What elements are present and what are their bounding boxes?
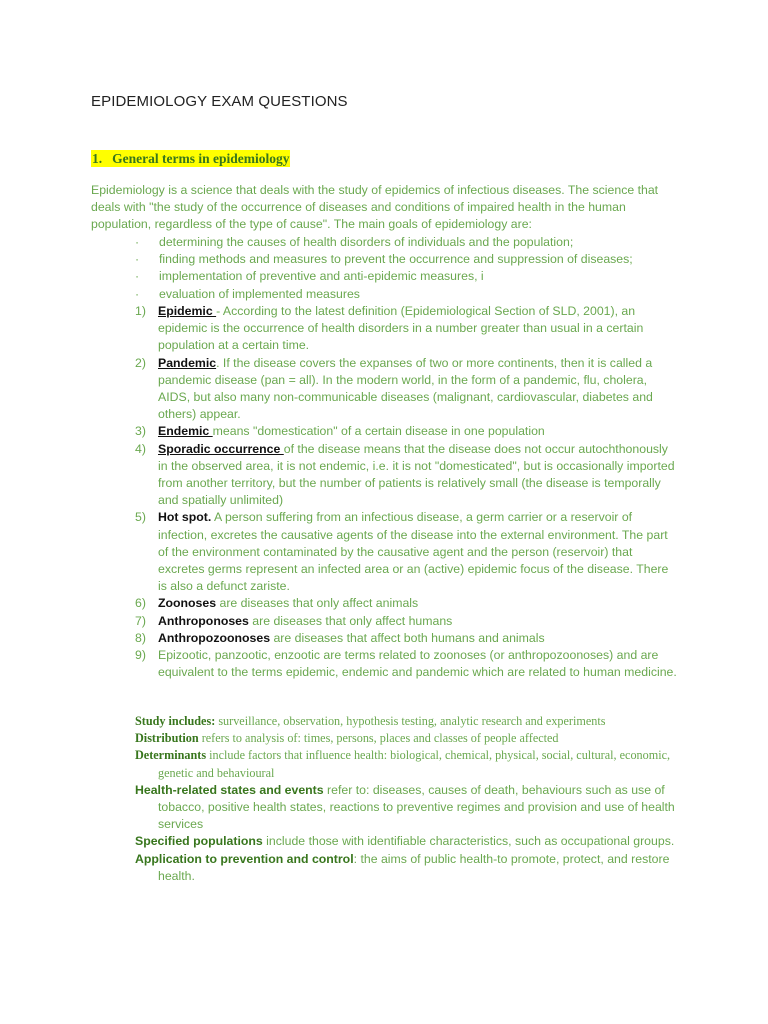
term-pandemic: Pandemic	[158, 355, 217, 370]
item-text: - According to the latest definition (Epidemiological Section of SLD, 2001), an epidemic is the occurrence of health disorders in a number greater than usual in a certain population at a certain time.	[158, 304, 644, 353]
item-text: A person suffering from an infectious disease, a germ carrier or a reservoir of infection, excretes the causative agents of the disease into the external environment. The part of the environment contaminated by the causative agent and the person (reservoir) that excretes germs represent an infected area or an (active) epidemic focus of the disease. There is also a defunct zariste.	[158, 510, 669, 594]
item-text: are diseases that only affect humans	[248, 613, 453, 628]
definition-row	[135, 713, 683, 730]
item-number: 5)	[135, 510, 146, 525]
term-epidemic: Epidemic	[158, 304, 217, 318]
list-item	[135, 595, 680, 612]
list-item	[135, 441, 680, 510]
item-number: 7)	[135, 613, 146, 628]
item-text: means "domestication" of a certain disease in one population	[212, 424, 545, 439]
list-item: · evaluation of implemented measures	[135, 286, 695, 303]
definition-text: : the aims of public health-to promote, protect, and restore health.	[158, 851, 670, 883]
definition-term: Application to prevention and control	[135, 851, 354, 866]
list-item	[135, 355, 680, 424]
term-anthroponoses: Anthroponoses	[158, 613, 249, 628]
item-number: 6)	[135, 596, 146, 611]
item-number: 1)	[135, 304, 146, 318]
term-endemic: Endemic	[158, 424, 213, 439]
terms-list	[135, 303, 680, 681]
bullet-marker: ·	[135, 269, 140, 284]
item-number: 9)	[135, 648, 146, 663]
definition-row	[135, 782, 683, 834]
list-item: · finding methods and measures to prevent the occurrence and suppression of diseases;	[135, 251, 695, 268]
definition-row	[135, 730, 683, 747]
item-text: of the disease means that the disease does not occur autochthonously in the observed area, it is not endemic, i.e. it is not "domesticated", but is occasionally imported from another territory, but the number of patients is relatively small (the disease is temporally and spatially unlimited)	[158, 441, 675, 508]
list-item: · determining the causes of health disorders of individuals and the population;	[135, 234, 695, 251]
definition-row	[135, 747, 683, 781]
definition-term: Determinants	[135, 748, 207, 763]
definition-term: Distribution	[135, 731, 199, 746]
definition-text: include those with identifiable characteristics, such as occupational groups.	[262, 834, 675, 849]
item-text: are diseases that affect both humans and animals	[270, 630, 545, 645]
definition-text: refers to analysis of: times, persons, places and classes of people affected	[198, 731, 559, 746]
term-hot-spot: Hot spot.	[158, 510, 212, 525]
item-text: Epizootic, panzootic, enzootic are terms related to zoonoses (or anthropozoonoses) and are equivalent to the terms epidemic, endemic and pandemic which are related to human medicine.	[158, 648, 677, 680]
section-heading	[91, 150, 290, 167]
bullet-marker: ·	[135, 235, 140, 249]
definitions-block	[135, 713, 683, 885]
bullet-marker: ·	[135, 286, 140, 301]
definition-term: Health-related states and events	[135, 782, 324, 797]
list-item	[135, 303, 680, 355]
document-title: EPIDEMIOLOGY EXAM QUESTIONS	[91, 93, 348, 110]
intro-paragraph: Epidemiology is a science that deals with the study of epidemics of infectious diseases. The science that deals with "the study of the occurrence of diseases and conditions of impaired health in the human population, regardless of the type of cause". The main goals of epidemiology are:	[91, 183, 659, 232]
term-anthropozoonoses: Anthropozoonoses	[158, 630, 271, 645]
definition-text: refer to: diseases, causes of death, behaviours such as use of tobacco, positive health states, reactions to preventive regimes and provision and use of health services	[158, 782, 675, 832]
definition-term: Study includes:	[135, 714, 216, 728]
goals-list	[135, 234, 695, 303]
definition-row	[135, 833, 683, 850]
term-sporadic-occurrence: Sporadic occurrence	[158, 441, 284, 456]
bullet-marker: ·	[135, 252, 140, 267]
list-item: · implementation of preventive and anti-epidemic measures, i	[135, 268, 695, 285]
item-number: 4)	[135, 441, 146, 456]
section-number: 1.	[92, 151, 103, 166]
list-item	[135, 423, 680, 440]
list-item	[135, 647, 680, 681]
list-item	[135, 630, 680, 647]
definition-text: surveillance, observation, hypothesis testing, analytic research and experiments	[215, 714, 606, 728]
item-number: 3)	[135, 424, 146, 439]
definition-row	[135, 851, 683, 885]
item-text: are diseases that only affect animals	[216, 596, 419, 611]
list-item	[135, 509, 680, 595]
item-number: 8)	[135, 630, 146, 645]
term-zoonoses: Zoonoses	[158, 596, 217, 611]
definition-term: Specified populations	[135, 834, 263, 849]
item-text: . If the disease covers the expanses of two or more continents, then it is called a pandemic disease (pan = all). In the modern world, in the form of a pandemic, flu, cholera, AIDS, but also many non-communicable diseases (malignant, cardiovascular, diabetes and others) appear.	[158, 355, 653, 422]
item-number: 2)	[135, 355, 146, 370]
section-title: General terms in epidemiology	[112, 151, 290, 166]
list-item	[135, 613, 680, 630]
definition-text: include factors that influence health: biological, chemical, physical, social, cultural, economic, genetic and behavioural	[158, 748, 671, 780]
